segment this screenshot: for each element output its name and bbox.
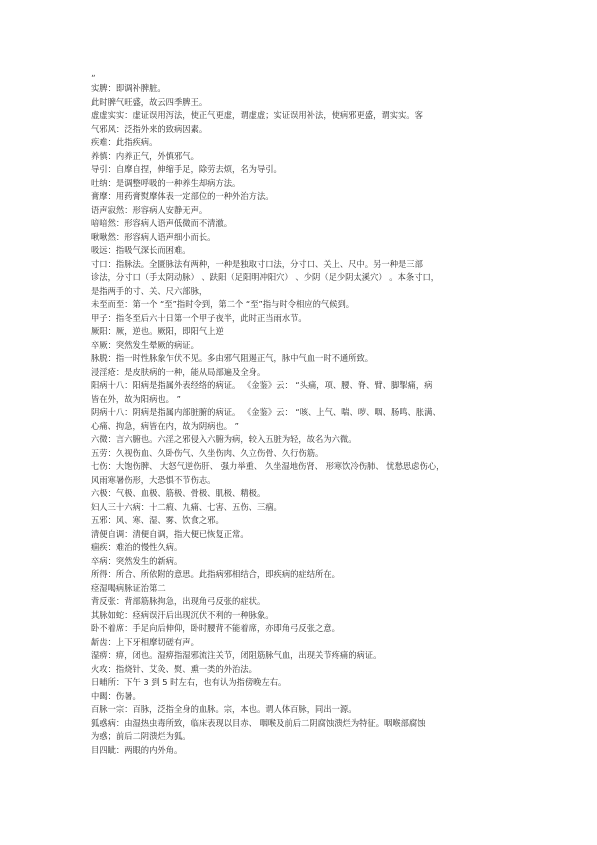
text-line: 阴病十八：阴病是指属内部脏腑的病证。 《金鉴》云： “咳、上气、喘、哕、咽、肠鸣、胀满、 bbox=[91, 407, 441, 417]
text-line: 气邪风：泛指外来的致病因素。 bbox=[91, 123, 208, 134]
text-line: 疾难：此指疾病。 bbox=[91, 137, 158, 147]
text-line: 卒病：突然发生的新病。 bbox=[91, 555, 183, 566]
text-line: 卒厥：突然发生晕厥的病证。 bbox=[91, 339, 199, 350]
text-line: 六极：气极、血极、筋极、骨极、肌极、精极。 bbox=[91, 488, 266, 498]
text-line: 脉脱：指一时性脉象乍伏不见。多由邪气阻遏正气，脉中气血一时不通所致。 bbox=[91, 353, 374, 363]
text-line: 七伤：大饱伤脾、 大怒气逆伤肝、 强力举重、 久坐湿地伤肾、 形寒饮冷伤肺、 忧愁思虑伤心， bbox=[91, 461, 445, 471]
text-line: 日晡所：下午 3 到 5 时左右，也有认为指傍晚左右。 bbox=[91, 677, 287, 687]
text-line: 火攻：指烧针、艾灸、熨、熏一类的外治法。 bbox=[91, 663, 257, 674]
text-line: 中暍：伤暑。 bbox=[91, 690, 141, 701]
text-line: 导引：自摩自捏，伸缩手足，除劳去烦，名为导引。 bbox=[91, 164, 282, 174]
text-line: 实脾：即调补脾脏。 bbox=[91, 83, 166, 93]
text-line: 所得：所合、所依附的意思。此指病邪相结合，即疾病的症结所在。 bbox=[91, 569, 340, 579]
text-line: 诊法，分寸口（手太阴动脉） 、趺阳（足阳明冲阳穴） 、少阴（足少阴太溪穴） 。本条寸口， bbox=[91, 272, 440, 282]
text-line: 吐纳：是调整呼吸的一种养生却病方法。 bbox=[91, 177, 241, 188]
text-line: 痼疾：难治的慢性久病。 bbox=[91, 542, 183, 552]
text-line: 湿痹：痹，闭也。湿痹指湿邪流注关节，闭阻筋脉气血，出现关节疼痛的病证。 bbox=[91, 650, 382, 660]
text-line: 卧不着席：手足向后伸仰，卧时腰背不能着席，亦即角弓反张之意。 bbox=[91, 623, 340, 633]
text-line: 六微：言六腑也。六淫之邪侵入六腑为病，较入五脏为轻，故名为六微。 bbox=[91, 434, 357, 444]
text-line: 五邪：风、寒、湿、雾、饮食之邪。 bbox=[91, 515, 224, 525]
text-line: 虚虚实实：虚证误用泻法，使正气更虚，谓虚虚；实证误用补法，使病邪更盛，谓实实。客 bbox=[91, 110, 423, 120]
text-line: 其脉如蛇：痉病误汗后出现沉伏不利的一种脉象。 bbox=[91, 609, 274, 620]
text-line: 喑喑然：形容病人语声低微而不清澈。 bbox=[91, 218, 233, 228]
text-line: 浸淫疮：是皮肤病的一种，能从局部遍及全身。 bbox=[91, 366, 266, 377]
text-line: 是指两手的寸、关、尺六部脉， bbox=[91, 285, 208, 296]
text-line: 啾啾然：形容病人语声细小而长。 bbox=[91, 231, 216, 242]
text-line: 百脉一宗：百脉，泛指全身的血脉。宗，本也。谓人体百脉，同出一源。 bbox=[91, 704, 357, 714]
text-line: 未至而至：第一个 “至”指时令到，第二个 “至”指与时令相应的气候到。 bbox=[91, 299, 355, 309]
text-line: 心痛、拘急，病皆在内，故为阴病也。 ” bbox=[91, 420, 239, 431]
text-line: 背反张：背部筋脉拘急，出现角弓反张的症状。 bbox=[91, 596, 266, 606]
text-line: 目四眦：两眼的内外角。 bbox=[91, 744, 183, 755]
text-line: 吸远：指吸气深长而困难。 bbox=[91, 245, 191, 255]
text-line: 寸口：指脉法。全匮脉法有两种，一种是独取寸口法，分寸口、关上、尺中。另一种是三部 bbox=[91, 258, 423, 269]
text-line: 清便自调：清便自调，指大便已恢复正常。 bbox=[91, 528, 249, 539]
text-line: 风雨寒暑伤形，大恐惧不节伤志。 bbox=[91, 474, 216, 485]
text-line: 甲子：指冬至后六十日第一个甲子夜半，此时正当雨水节。 bbox=[91, 312, 307, 323]
text-body bbox=[91, 82, 511, 757]
text-line: 此时脾气旺盛，故云四季脾王。 bbox=[91, 96, 208, 107]
text-line: 皆在外，故为阳病也。 ” bbox=[91, 393, 181, 404]
text-line: 阳病十八：阳病是指属外表经络的病证。 《金鉴》云： “头痛，项、腰、脊、臂、脚掣痛，病 bbox=[91, 380, 433, 390]
text-line: 痉湿喝病脉证治第二 bbox=[91, 582, 166, 593]
page-mark: „ bbox=[91, 69, 96, 79]
text-line: 养慎：内养正气，外慎邪气。 bbox=[91, 150, 199, 161]
text-line: 膏摩：用药膏熨摩体表一定部位的一种外治方法。 bbox=[91, 191, 274, 201]
text-line: 为惑；前后二阴溃烂为狐。 bbox=[91, 731, 191, 741]
text-line: 妇人三十六病：十二瘕、九痛、七害、五伤、三痼。 bbox=[91, 501, 282, 512]
text-line: 五劳：久视伤血、久卧伤气、久坐伤肉、久立伤骨、久行伤筋。 bbox=[91, 447, 324, 458]
text-line: 语声寂然：形容病人安静无声。 bbox=[91, 204, 208, 215]
text-line: 狐惑病：由湿热虫毒所致，临床表现以目赤、 咽喉及前后二阴腐蚀溃烂为特征。咽喉部腐蚀 bbox=[91, 717, 426, 728]
text-line: 龂齿：上下牙相摩切磋有声。 bbox=[91, 636, 199, 647]
text-line: 厥阳：厥，逆也。厥阳，即阳气上逆 bbox=[91, 326, 224, 336]
